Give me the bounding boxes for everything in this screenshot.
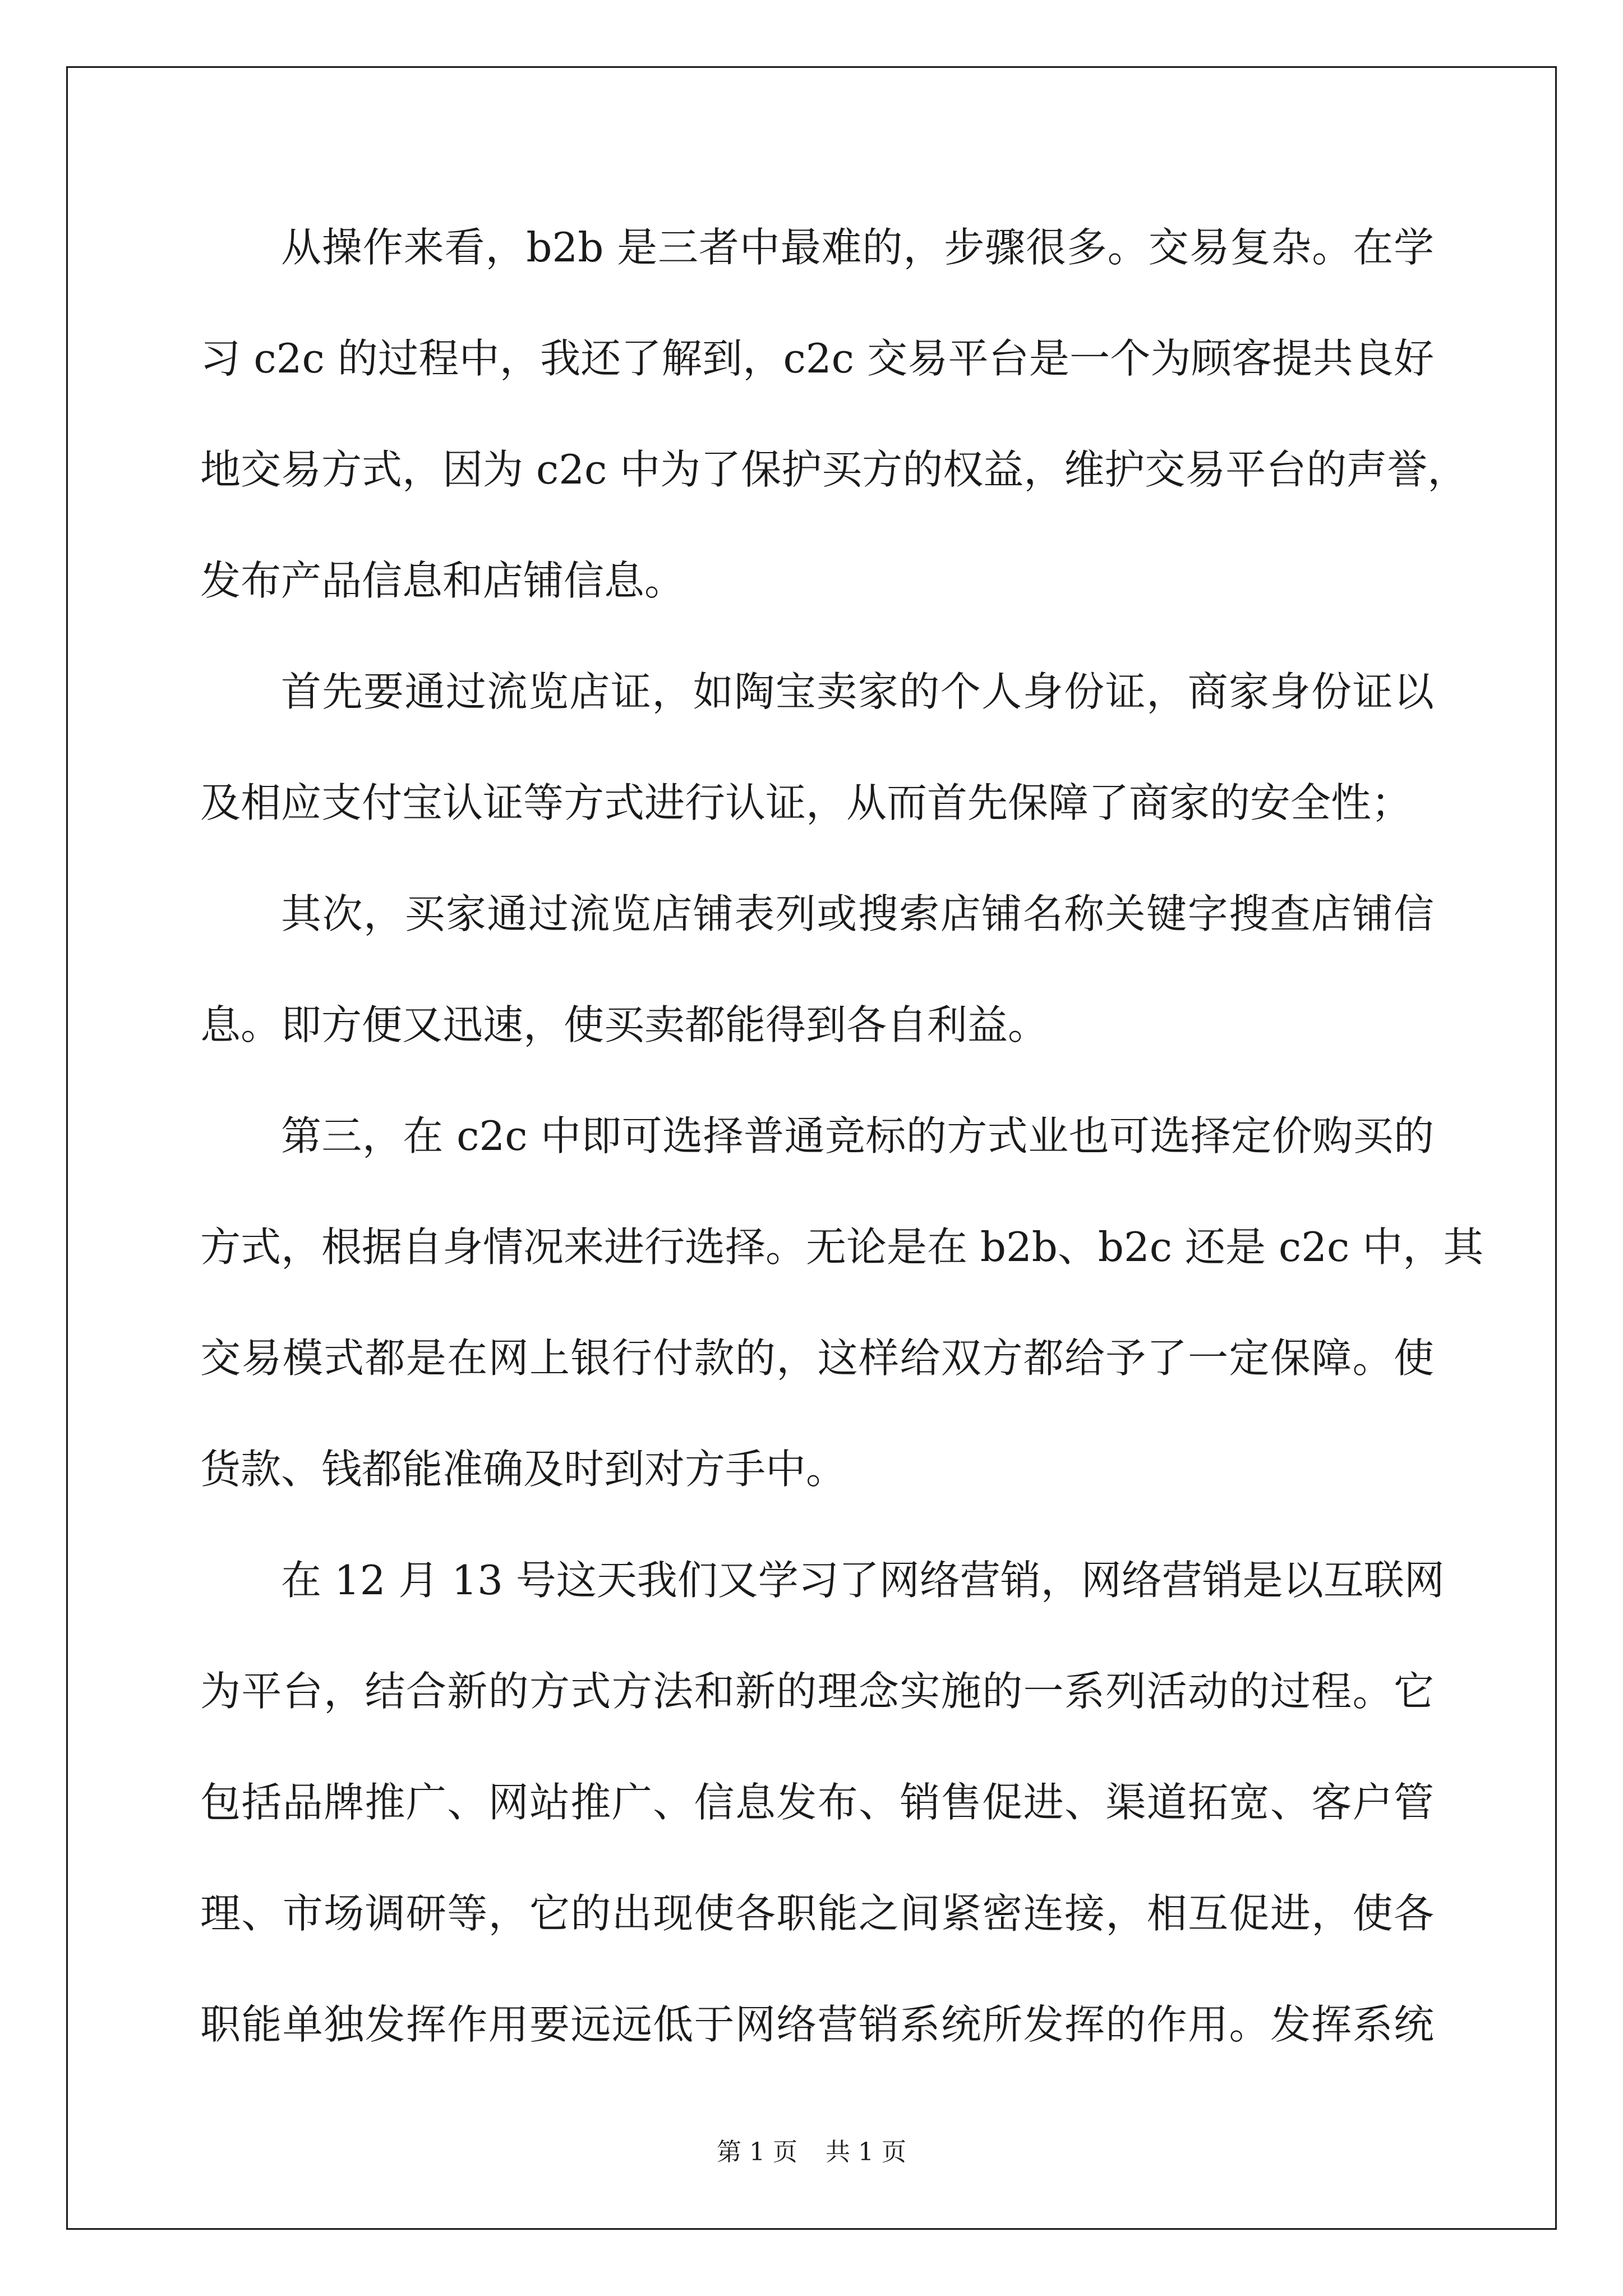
text-line: 第三，在 c2c 中即可选择普通竞标的方式业也可选择定价购买的 — [281, 1112, 1434, 1159]
text-line: 包括品牌推广、网站推广、信息发布、销售促进、渠道拓宽、客户管 — [200, 1779, 1434, 1826]
paragraph — [200, 192, 1468, 636]
text-line: 地交易方式，因为 c2c 中为了保护买方的权益，维护交易平台的声誉， — [200, 446, 1468, 493]
text-line: 方式，根据自身情况来进行选择。无论是在 b2b、b2c 还是 c2c 中，其 — [200, 1223, 1484, 1271]
text-line: 首先要通过流览店证，如陶宝卖家的个人身份证，商家身份证以 — [281, 668, 1434, 715]
text-line: 发布产品信息和店铺信息。 — [200, 557, 685, 604]
text-line: 货款、钱都能准确及时到对方手中。 — [200, 1446, 847, 1493]
paragraph — [200, 1525, 1445, 2080]
text-line: 习 c2c 的过程中，我还了解到，c2c 交易平台是一个为顾客提共良好 — [200, 335, 1434, 382]
text-line: 从操作来看，b2b 是三者中最难的，步骤很多。交易复杂。在学 — [281, 224, 1434, 271]
text-line: 为平台，结合新的方式方法和新的理念实施的一系列活动的过程。它 — [200, 1668, 1434, 1715]
text-line: 交易模式都是在网上银行付款的，这样给双方都给予了一定保障。使 — [200, 1335, 1434, 1382]
paragraph — [200, 1080, 1484, 1525]
paragraph — [200, 858, 1434, 1080]
page-footer — [0, 2132, 1623, 2168]
text-line: 其次，买家通过流览店铺表列或搜索店铺名称关键字搜查店铺信 — [281, 890, 1434, 937]
text-line: 职能单独发挥作用要远远低于网络营销系统所发挥的作用。发挥系统 — [200, 2001, 1434, 2048]
text-line: 及相应支付宝认证等方式进行认证，从而首先保障了商家的安全性； — [200, 779, 1412, 826]
text-line: 理、市场调研等，它的出现使各职能之间紧密连接，相互促进，使各 — [200, 1890, 1434, 1937]
text-line: 在 12 月 13 号这天我们又学习了网络营销，网络营销是以互联网 — [281, 1557, 1445, 1604]
paragraph — [200, 636, 1434, 858]
text-line: 息。即方便又迅速，使买卖都能得到各自利益。 — [200, 1001, 1049, 1048]
page-total: 共 1 页 — [826, 2138, 906, 2166]
page-number: 第 1 页 — [717, 2138, 797, 2166]
